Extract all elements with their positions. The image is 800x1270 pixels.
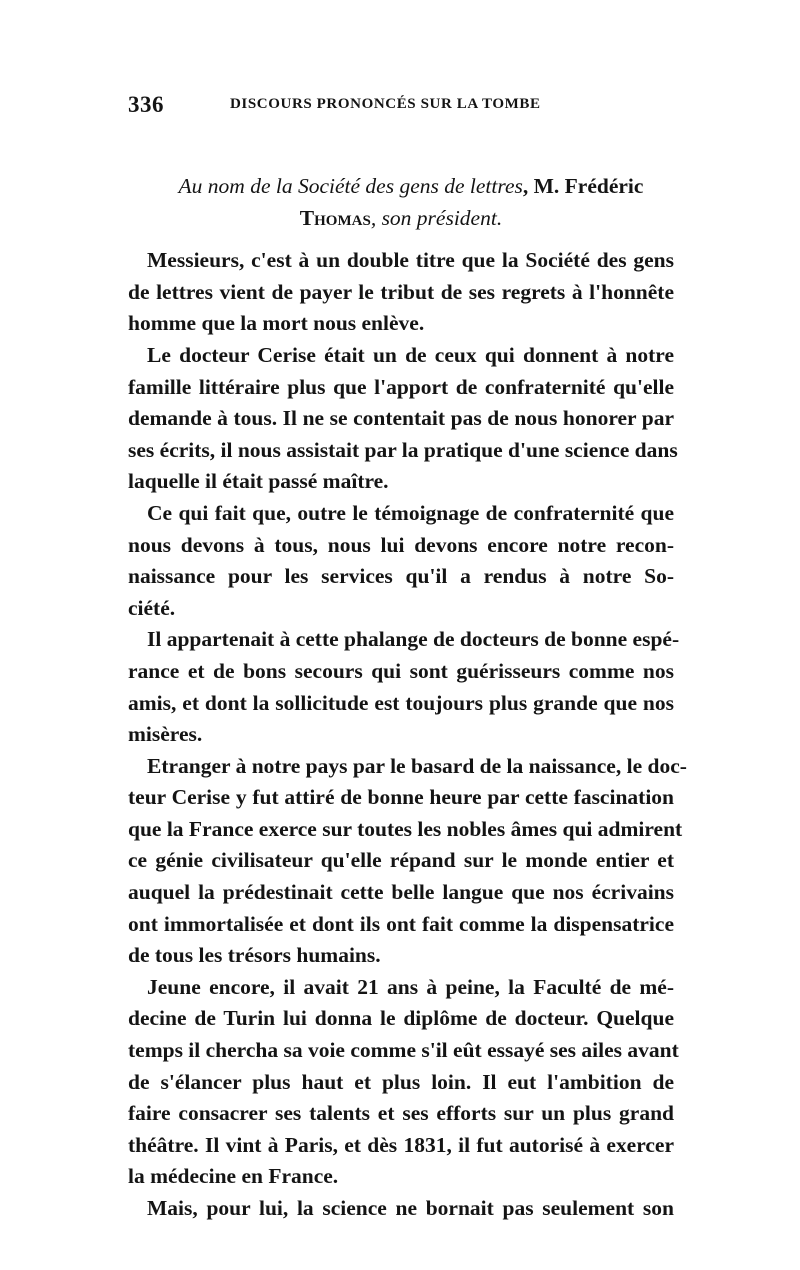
text-line: nous devons à tous, nous lui devons encore notre recon- xyxy=(128,532,674,557)
text-line: la médecine en France. xyxy=(128,1164,339,1189)
text-line: Mais, pour lui, la science ne bornait pas seulement son xyxy=(147,1196,674,1220)
text-line: de lettres vient de payer le tribut de ses regrets à l'honnête xyxy=(128,279,674,304)
text-line: teur Cerise y fut attiré de bonne heure par cette fascination xyxy=(128,785,674,810)
text-line: théâtre. Il vint à Paris, et dès 1831, il fut autorisé à exercer xyxy=(128,1132,674,1157)
text-line: decine de Turin lui donna le diplôme de docteur. Quelque xyxy=(128,1006,674,1031)
text-line: de s'élancer plus haut et plus loin. Il eut l'ambition de xyxy=(128,1069,674,1094)
text-line: Il appartenait à cette phalange de docteurs de bonne espé- xyxy=(147,627,680,652)
text-line: ses écrits, il nous assistait par la pratique d'une science dans xyxy=(128,437,678,462)
body-text xyxy=(128,171,687,1225)
speech-heading-line-1 xyxy=(128,171,674,203)
text-line: rance et de bons secours qui sont guérisseurs comme nos xyxy=(128,658,674,683)
heading-gap xyxy=(128,234,674,245)
text-line: homme que la mort nous enlève. xyxy=(128,311,425,336)
text-line: ce génie civilisateur qu'elle répand sur le monde entier et xyxy=(128,848,674,873)
text-line: temps il chercha sa voie comme s'il eût essayé ses ailes avant xyxy=(128,1038,679,1063)
text-line: laquelle il était passé maître. xyxy=(128,469,389,494)
text-line: naissance pour les services qu'il a rendus à notre So- xyxy=(128,564,674,589)
text-line: Messieurs, c'est à un double titre que la Société des gens xyxy=(147,248,674,273)
text-line: famille littéraire plus que l'apport de confraternité qu'elle xyxy=(128,374,674,399)
text-line: Jeune encore, il avait 21 ans à peine, la Faculté de mé- xyxy=(147,974,674,999)
text-line: Le docteur Cerise était un de ceux qui donnent à notre xyxy=(147,342,674,367)
running-title: DISCOURS PRONONCÉS SUR LA TOMBE xyxy=(230,96,541,112)
text-line: de tous les trésors humains. xyxy=(128,943,381,968)
heading-speaker-surname: Thomas xyxy=(299,205,371,230)
heading-speaker: , M. Frédéric xyxy=(522,174,644,198)
text-line: que la France exerce sur toutes les nobles âmes qui admirent xyxy=(128,816,683,841)
heading-speaker-role: , son président. xyxy=(370,205,503,230)
speech-heading-line-2 xyxy=(128,203,674,235)
text-line: faire consacrer ses talents et ses efforts sur un plus grand xyxy=(128,1101,674,1126)
heading-italic-society: Au nom de la Société des gens de lettres xyxy=(178,174,523,198)
running-header xyxy=(128,92,673,118)
text-line: auquel la prédestinait cette belle langue que nos écrivains xyxy=(128,880,674,905)
text-line: ont immortalisée et dont ils ont fait comme la dispensatrice xyxy=(128,911,674,936)
page-number: 336 xyxy=(128,92,164,117)
text-line: amis, et dont la sollicitude est toujours plus grande que nos xyxy=(128,690,674,715)
text-line: misères. xyxy=(128,722,203,747)
text-line: Etranger à notre pays par le basard de la naissance, le doc- xyxy=(147,753,687,778)
text-line: demande à tous. Il ne se contentait pas de nous honorer par xyxy=(128,406,674,431)
text-line: ciété. xyxy=(128,595,176,620)
text-line: Ce qui fait que, outre le témoignage de confraternité que xyxy=(147,500,674,525)
